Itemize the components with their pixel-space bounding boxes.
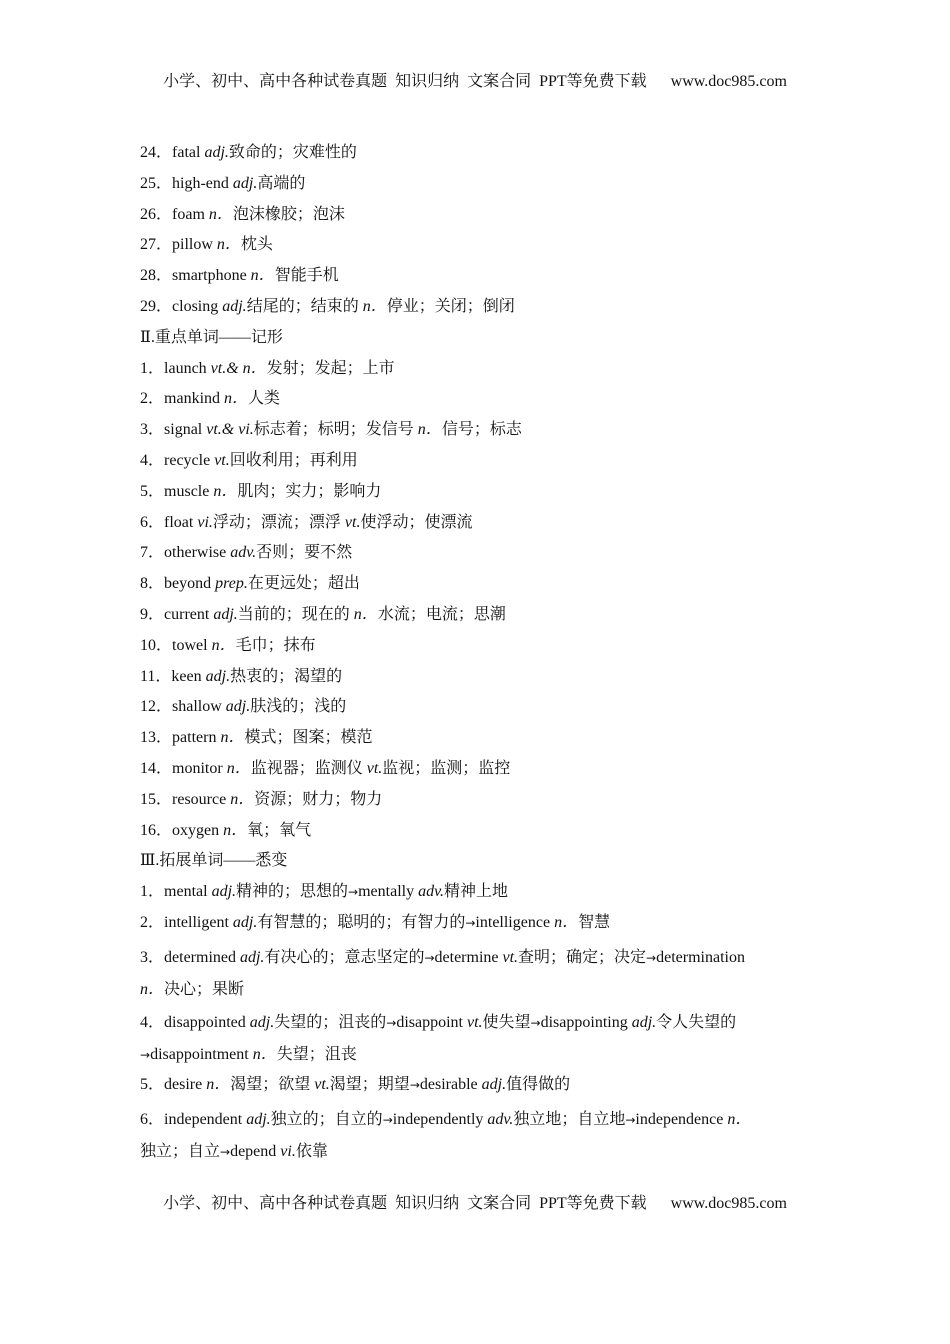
arrow-icon: →	[386, 1015, 397, 1030]
arrow-icon: →	[382, 1112, 393, 1127]
derivation-item: 4．disappointed adj.失望的；沮丧的→disappoint vt.使失望→disappointing adj.令人失望的 →disappointment n．失望；沮丧	[140, 1013, 737, 1063]
arrow-icon: →	[348, 885, 359, 900]
arrow-icon: →	[140, 1047, 151, 1062]
vocab-item: 12．shallow adj.肤浅的；浅的	[140, 698, 347, 716]
vocab-item: 1．launch vt.& n．发射；发起；上市	[140, 359, 395, 377]
vocab-item: 27．pillow n．枕头	[140, 236, 273, 254]
vocab-item: 7．otherwise adv.否则；要不然	[140, 544, 353, 562]
section-heading: Ⅲ.拓展单词——悉变	[140, 852, 288, 870]
derivation-item: 1．mental adj.精神的；思想的→mentally adv.精神上地	[140, 883, 509, 901]
vocab-item: 6．float vi.浮动；漂流；漂浮 vt.使浮动；使漂流	[140, 513, 473, 531]
arrow-icon: →	[424, 950, 435, 965]
section-heading: Ⅱ.重点单词——记形	[140, 328, 283, 346]
vocab-item: 24．fatal adj.致命的；灾难性的	[140, 144, 357, 161]
vocab-item: 5．muscle n．肌肉；实力；影响力	[140, 482, 382, 500]
arrow-icon: →	[409, 1077, 420, 1092]
vocab-item: 14．monitor n．监视器；监测仪 vt.监视；监测；监控	[140, 759, 511, 777]
derivation-item: 3．determined adj.有决心的；意志坚定的→determine vt.查明；确定；决定→determination n．决心；果断	[140, 948, 745, 998]
arrow-icon: →	[625, 1112, 636, 1127]
vocab-item: 16．oxygen n．氧；氧气	[140, 821, 312, 839]
arrow-icon: →	[646, 950, 657, 965]
vocab-item: 9．current adj.当前的；现在的 n．水流；电流；思潮	[140, 605, 506, 623]
vocab-content	[140, 141, 815, 1170]
vocab-item: 10．towel n．毛巾；抹布	[140, 636, 316, 654]
vocab-item: 2．mankind n．人类	[140, 390, 281, 408]
arrow-icon: →	[220, 1144, 231, 1159]
vocab-item: 29．closing adj.结尾的；结束的 n．停业；关闭；倒闭	[140, 297, 515, 315]
vocab-item: 15．resource n．资源；财力；物力	[140, 790, 383, 808]
vocab-item: 26．foam n．泡沫橡胶；泡沫	[140, 205, 345, 223]
page-footer: 小学、初中、高中各种试卷真题 知识归纳 文案合同 PPT等免费下载 www.doc985.com	[163, 1195, 787, 1212]
vocab-item: 28．smartphone n．智能手机	[140, 267, 339, 285]
page-header: 小学、初中、高中各种试卷真题 知识归纳 文案合同 PPT等免费下载 www.doc985.com	[163, 73, 787, 90]
vocab-item: 25．high-end adj.高端的	[140, 174, 306, 192]
vocab-item: 11．keen adj.热衷的；渴望的	[140, 667, 343, 685]
derivation-item: 5．desire n．渴望；欲望 vt.渴望；期望→desirable adj.值得做的	[140, 1075, 571, 1093]
derivation-item: 2．intelligent adj.有智慧的；聪明的；有智力的→intelligence n．智慧	[140, 913, 611, 931]
arrow-icon: →	[530, 1015, 541, 1030]
derivation-item: 6．independent adj.独立的；自立的→independently adv.独立地；自立地→independence n． 独立；自立→depend vi.依靠	[140, 1110, 752, 1160]
vocab-item: 3．signal vt.& vi.标志着；标明；发信号 n．信号；标志	[140, 421, 522, 439]
vocab-item: 4．recycle vt.回收利用；再利用	[140, 451, 358, 469]
arrow-icon: →	[465, 915, 476, 930]
vocab-item: 13．pattern n．模式；图案；模范	[140, 729, 373, 747]
vocab-item: 8．beyond prep.在更远处；超出	[140, 575, 360, 593]
